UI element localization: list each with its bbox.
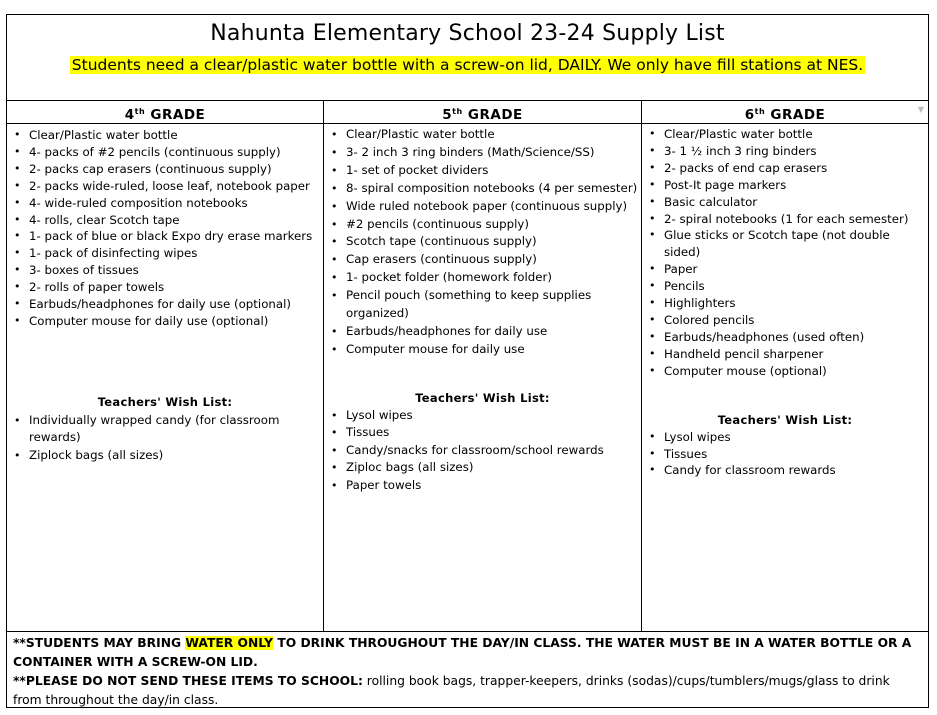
list-item: • Highlighters [642, 295, 928, 312]
list-item: • 2- spiral notebooks (1 for each semester) [642, 211, 928, 228]
list-item: • Individually wrapped candy (for classroom rewards) [7, 412, 323, 447]
list-item: • Post-It page markers [642, 177, 928, 194]
list-item: • Pencil pouch (something to keep supplies organized) [324, 287, 641, 323]
grade-heading: 4th GRADE [7, 101, 323, 124]
list-item: • 1- pack of blue or black Expo dry erase markers [7, 228, 323, 245]
list-item: • Handheld pencil sharpener [642, 346, 928, 363]
list-item: • Candy/snacks for classroom/school rewards [324, 442, 641, 460]
list-item: • Paper towels [324, 477, 641, 495]
list-item: • 3- 2 inch 3 ring binders (Math/Science/SS) [324, 144, 641, 162]
subtitle-row [7, 55, 928, 74]
list-item: • Clear/Plastic water bottle [7, 127, 323, 144]
wish-list-title: Teachers' Wish List: [415, 390, 550, 405]
supply-list [642, 126, 928, 380]
list-item: • Computer mouse for daily use (optional) [7, 313, 323, 330]
list-item: • 2- rolls of paper towels [7, 279, 323, 296]
list-item: • Computer mouse for daily use [324, 341, 641, 359]
list-item: • Glue sticks or Scotch tape (not double sided) [642, 227, 928, 261]
do-not-send-note: **PLEASE DO NOT SEND THESE ITEMS TO SCHOOL: rolling book bags, trapper-keepers, drinks (sodas)/cups/tumblers/mugs/glass to drink from throughout the day/in class. [13, 674, 890, 707]
page-title: Nahunta Elementary School 23-24 Supply List [210, 21, 725, 46]
list-item: • Ziploc bags (all sizes) [324, 459, 641, 477]
water-only-highlight: WATER ONLY [185, 636, 274, 650]
grade-columns [7, 101, 928, 631]
list-item: • Earbuds/headphones for daily use [324, 323, 641, 341]
list-item: • Candy for classroom rewards [642, 462, 928, 479]
list-item: • 3- boxes of tissues [7, 262, 323, 279]
footer-notes [7, 631, 928, 709]
list-item: • #2 pencils (continuous supply) [324, 216, 641, 234]
dropdown-arrow-icon: ▼ [917, 105, 924, 114]
wish-list [642, 429, 928, 480]
list-item: • 2- packs wide-ruled, loose leaf, notebook paper [7, 178, 323, 195]
list-item: • Tissues [324, 424, 641, 442]
document-header [7, 15, 928, 101]
list-item: • 4- packs of #2 pencils (continuous supply) [7, 144, 323, 161]
water-only-note: **STUDENTS MAY BRING WATER ONLY TO DRINK THROUGHOUT THE DAY/IN CLASS. THE WATER MUST BE IN A WATER BOTTLE OR A CONTAINER WITH A SCREW-ON LID. [13, 636, 912, 669]
list-item: • 4- wide-ruled composition notebooks [7, 195, 323, 212]
list-item: • 1- pack of disinfecting wipes [7, 245, 323, 262]
grade-heading: 6th GRADE [642, 101, 928, 124]
supply-list [7, 127, 323, 330]
wish-list-title: Teachers' Wish List: [97, 394, 233, 409]
grade-column-5 [324, 101, 642, 631]
list-item: • 8- spiral composition notebooks (4 per semester) [324, 180, 641, 198]
list-item: • 4- rolls, clear Scotch tape [7, 212, 323, 229]
list-item: • Pencils [642, 278, 928, 295]
list-item: • Paper [642, 261, 928, 278]
grade-heading: 5th GRADE [324, 101, 641, 124]
list-item: • 2- packs cap erasers (continuous supply) [7, 161, 323, 178]
supply-list [324, 126, 641, 359]
wish-list [324, 407, 641, 495]
list-item: • Cap erasers (continuous supply) [324, 251, 641, 269]
list-item: • Earbuds/headphones for daily use (optional) [7, 296, 323, 313]
grade-column-6 [642, 101, 928, 631]
list-item: • Scotch tape (continuous supply) [324, 233, 641, 251]
list-item: • Colored pencils [642, 312, 928, 329]
supply-list-document [6, 14, 929, 708]
list-item: • Tissues [642, 446, 928, 463]
list-item: • Ziplock bags (all sizes) [7, 447, 323, 465]
list-item: • Clear/Plastic water bottle [642, 126, 928, 143]
list-item: • Clear/Plastic water bottle [324, 126, 641, 144]
water-bottle-notice: Students need a clear/plastic water bottle with a screw-on lid, DAILY. We only have fill stations at NES. [71, 56, 864, 74]
list-item: • Earbuds/headphones (used often) [642, 329, 928, 346]
list-item: • 1- set of pocket dividers [324, 162, 641, 180]
list-item: • Wide ruled notebook paper (continuous supply) [324, 198, 641, 216]
list-item: • 2- packs of end cap erasers [642, 160, 928, 177]
list-item: • 3- 1 ½ inch 3 ring binders [642, 143, 928, 160]
wish-list [7, 412, 323, 465]
grade-column-4 [7, 101, 324, 631]
list-item: • Basic calculator [642, 194, 928, 211]
list-item: • Computer mouse (optional) [642, 363, 928, 380]
list-item: • Lysol wipes [642, 429, 928, 446]
wish-list-title: Teachers' Wish List: [717, 412, 853, 427]
list-item: • 1- pocket folder (homework folder) [324, 269, 641, 287]
list-item: • Lysol wipes [324, 407, 641, 425]
